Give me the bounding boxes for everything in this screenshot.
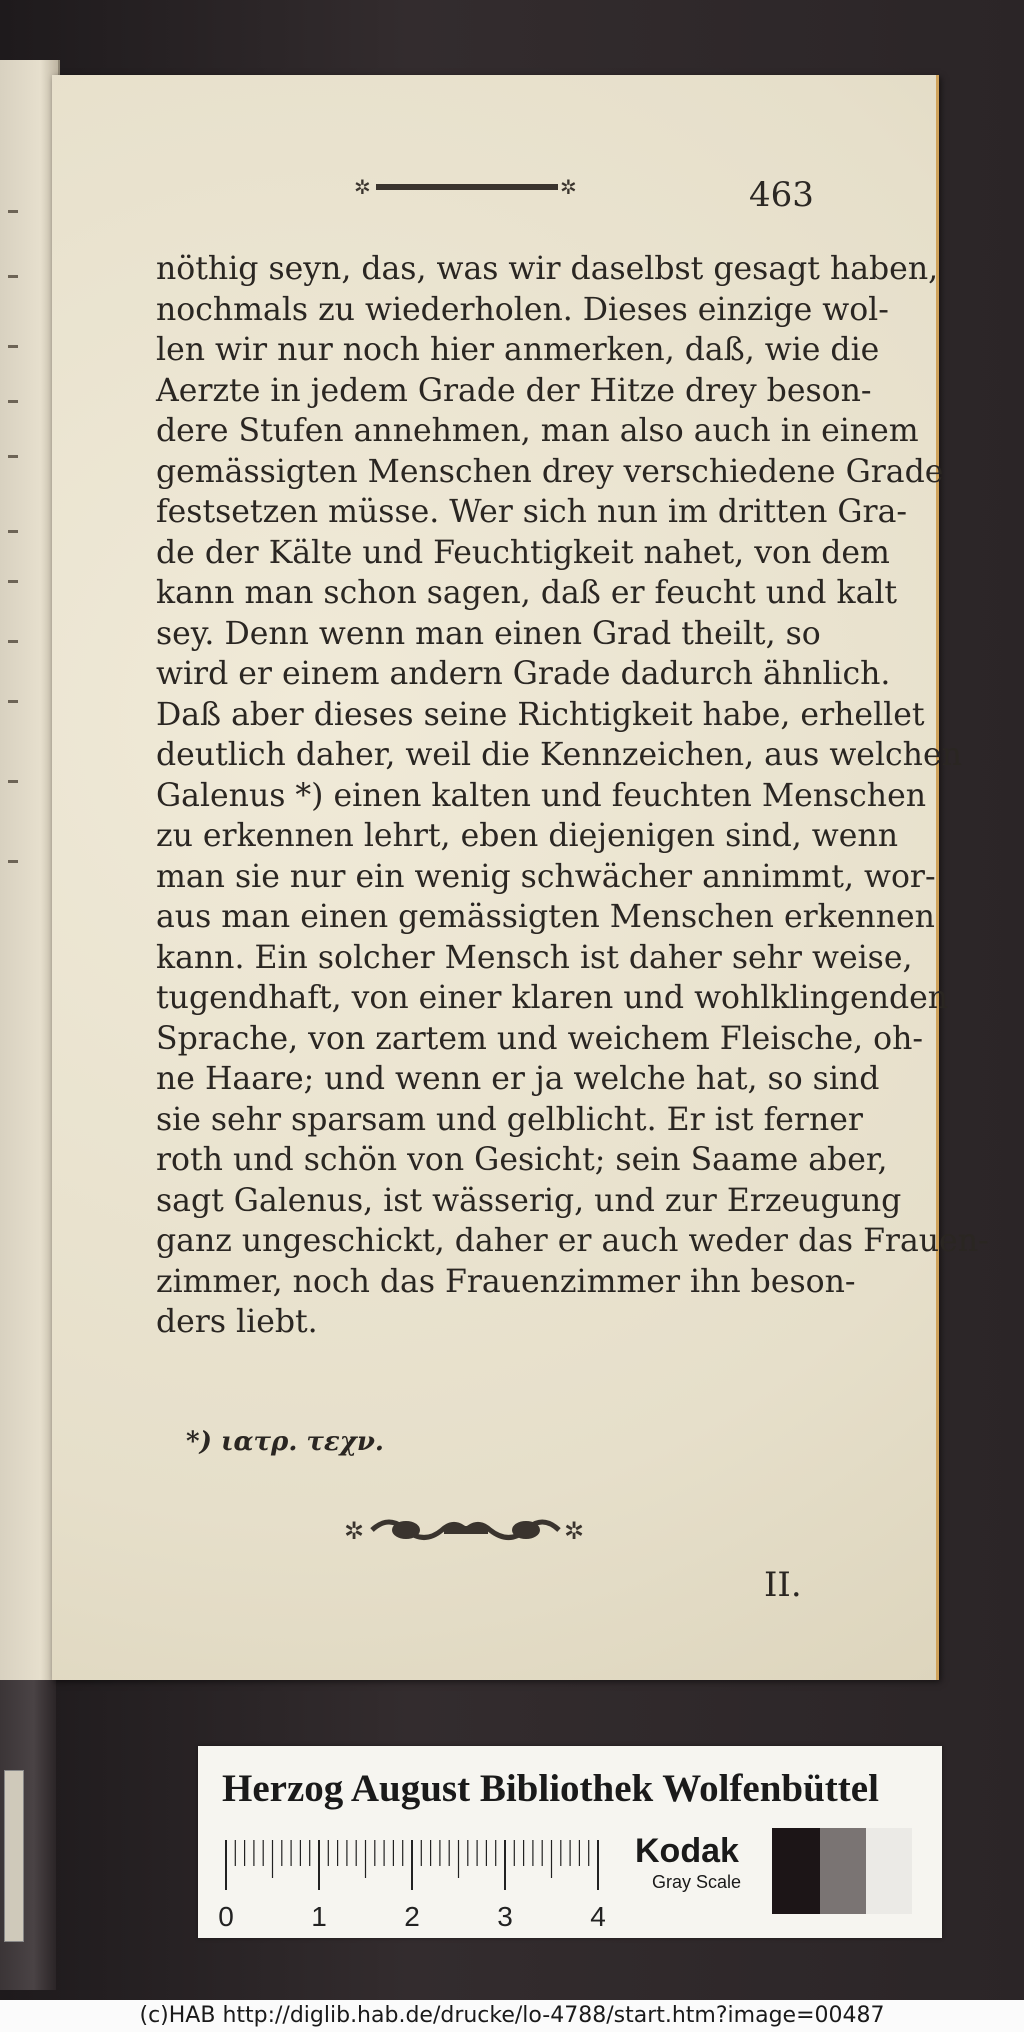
book-binding (0, 1680, 56, 1990)
ruler-label: 1 (311, 1901, 327, 1932)
ruler-label: 4 (590, 1901, 606, 1932)
text-line: Galenus *) einen kalten und feuchten Menschen (156, 777, 927, 814)
swatch-white (866, 1828, 912, 1914)
text-line: kann. Ein solcher Mensch ist daher sehr weise, (156, 939, 913, 976)
text-line: zimmer, noch das Frauenzimmer ihn beson- (156, 1263, 856, 1300)
text-line: nochmals zu wiederholen. Dieses einzige wol- (156, 291, 889, 328)
text-line: kann man schon sagen, daß er feucht und kalt (156, 575, 898, 611)
swatch-black (772, 1828, 820, 1914)
text-line: festsetzen müsse. Wer sich nun im dritten Gra- (156, 494, 908, 530)
shelf-label (4, 1770, 24, 1942)
text-line: Sprache, von zartem und weichem Fleische, oh- (156, 1020, 924, 1057)
text-line: wird er einem andern Grade dadurch ähnlich. (156, 656, 891, 692)
text-line: de der Kälte und Feuchtigkeit nahet, von dem (156, 534, 890, 571)
text-line: man sie nur ein wenig schwächer annimmt, wor- (156, 858, 936, 895)
text-line: aus man einen gemässigten Menschen erkennen (156, 899, 935, 935)
page-number: 463 (749, 175, 814, 215)
text-line: Aerzte in jedem Grade der Hitze drey beson- (156, 372, 872, 409)
svg-text:✲: ✲ (564, 1517, 585, 1545)
body-text (156, 249, 989, 1343)
gray-scale-swatches (772, 1828, 912, 1914)
ruler-label: 0 (218, 1901, 234, 1932)
measurement-ruler (218, 1834, 612, 1934)
text-line: Daß aber dieses seine Richtigkeit habe, erhellet (156, 696, 925, 733)
text-line: ne Haare; und wenn er ja welche hat, so sind (156, 1061, 880, 1097)
text-line: zu erkennen lehrt, eben diejenigen sind, wenn (156, 818, 898, 854)
text-line: len wir nur noch hier anmerken, daß, wie die (156, 332, 880, 368)
book-page (52, 75, 989, 1680)
kodak-logo: Kodak (635, 1832, 739, 1870)
text-line: ganz ungeschickt, daher er auch weder das Frauen- (156, 1223, 989, 1259)
copyright-credit: (c)HAB http://diglib.hab.de/drucke/lo-4788/start.htm?image=00487 (0, 2000, 1024, 2032)
text-line: sey. Denn wenn man einen Grad theilt, so (156, 615, 821, 652)
header-ornament (352, 175, 582, 199)
text-line: sagt Galenus, ist wässerig, und zur Erzeugung (156, 1182, 902, 1219)
text-line: gemässigten Menschen drey verschiedene Grade (156, 453, 944, 490)
text-line: deutlich daher, weil die Kennzeichen, aus welchen (156, 737, 962, 773)
library-name: Herzog August Bibliothek Wolfenbüttel (222, 1767, 879, 1810)
text-line: roth und schön von Gesicht; sein Saame aber, (156, 1142, 888, 1178)
library-color-card (198, 1746, 942, 1938)
text-line: dere Stufen annehmen, man also auch in einem (156, 413, 919, 449)
svg-text:✲: ✲ (354, 175, 371, 199)
swatch-gray (820, 1828, 866, 1914)
facing-page-edge (0, 60, 60, 1680)
text-line: tugendhaft, von einer klaren und wohlklingenden (156, 980, 949, 1016)
text-line: sie sehr sparsam und gelblicht. Er ist ferner (156, 1101, 863, 1138)
footer-ornament (344, 1509, 589, 1551)
catchword: II. (764, 1565, 802, 1605)
text-line: nöthig seyn, das, was wir daselbst gesagt haben, (156, 251, 939, 287)
text-line: ders liebt. (156, 1304, 318, 1340)
ruler-label: 3 (497, 1901, 513, 1932)
svg-text:✲: ✲ (560, 175, 577, 199)
ruler-label: 2 (404, 1901, 420, 1932)
footnote: *) ιατρ. τεχν. (186, 1427, 384, 1457)
svg-text:✲: ✲ (344, 1517, 365, 1545)
gray-scale-label: Gray Scale (652, 1872, 742, 1892)
